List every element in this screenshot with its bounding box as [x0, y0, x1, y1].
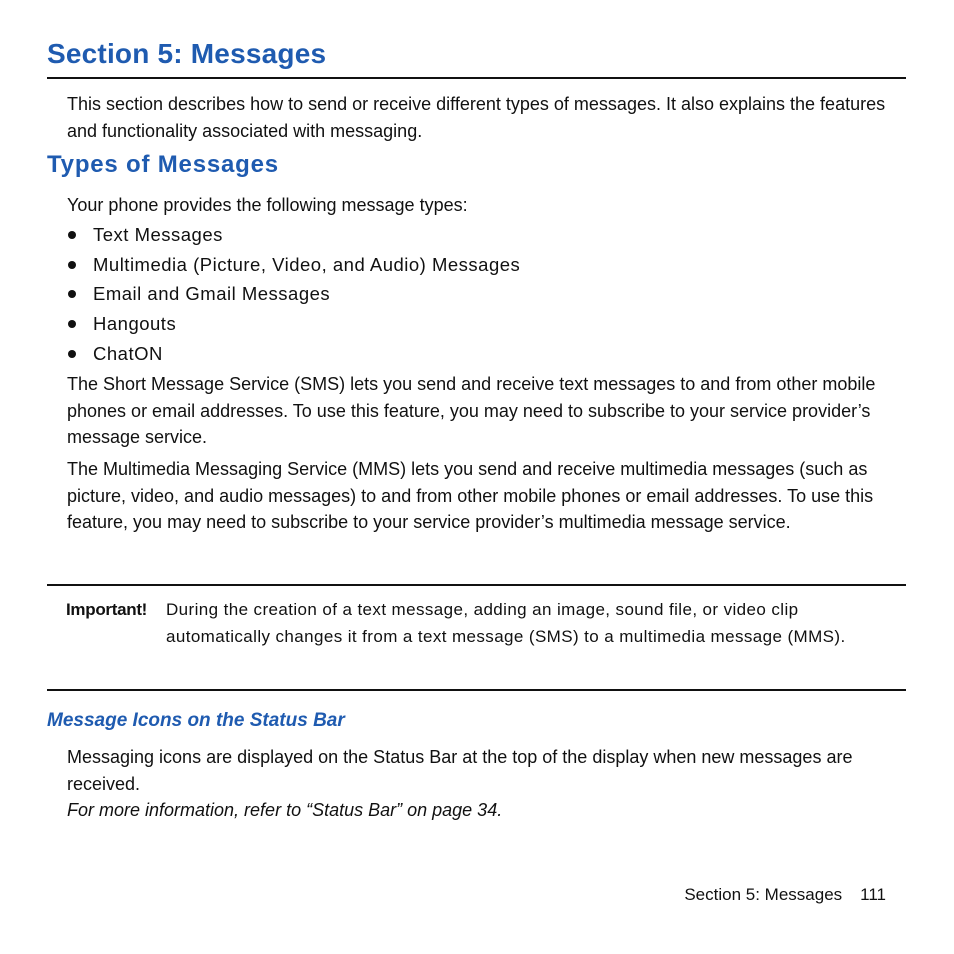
important-label: Important! — [66, 600, 148, 619]
list-item: Text Messages — [67, 220, 520, 250]
bullet-icon — [68, 320, 76, 328]
section-intro: This section describes how to send or receive different types of messages. It also explains the features and functionality associated with messaging. — [67, 94, 886, 141]
list-item: Email and Gmail Messages — [67, 279, 520, 309]
bullet-icon — [68, 261, 76, 269]
important-top-divider — [47, 584, 906, 586]
list-item: Multimedia (Picture, Video, and Audio) Messages — [67, 250, 520, 280]
important-note: During the creation of a text message, adding an image, sound file, or video clip automatically changes it from a text message (SMS) to a multimedia message (MMS). — [166, 600, 846, 646]
types-lead: Your phone provides the following message types: — [67, 195, 468, 215]
important-bottom-divider — [47, 689, 906, 691]
status-bar-reference-link[interactable]: For more information, refer to “Status Bar” on page 34. — [67, 800, 503, 820]
list-item: ChatON — [67, 339, 520, 369]
title-divider — [47, 77, 906, 79]
list-item: Hangouts — [67, 309, 520, 339]
bullet-icon — [68, 290, 76, 298]
mms-paragraph: The Multimedia Messaging Service (MMS) lets you send and receive multimedia messages (such as picture, video, and audio messages) to and from other mobile phones or email addresses. To use this feature, you may need to subscribe to your service provider’s multimedia message service. — [67, 459, 874, 532]
page-footer — [684, 883, 886, 907]
bullet-icon — [68, 231, 76, 239]
types-heading: Types of Messages — [47, 151, 279, 178]
footer-section-label: Section 5: Messages — [684, 885, 843, 904]
status-icons-paragraph: Messaging icons are displayed on the Status Bar at the top of the display when new messages are received. — [67, 747, 853, 794]
sms-paragraph: The Short Message Service (SMS) lets you send and receive text messages to and from other mobile phones or email addresses. To use this feature, you may need to subscribe to your service provider’s message service. — [67, 374, 876, 447]
status-icons-heading: Message Icons on the Status Bar — [47, 710, 345, 731]
page-number: 111 — [860, 885, 886, 904]
message-types-list — [67, 220, 520, 368]
page-title: Section 5: Messages — [47, 38, 327, 69]
bullet-icon — [68, 350, 76, 358]
